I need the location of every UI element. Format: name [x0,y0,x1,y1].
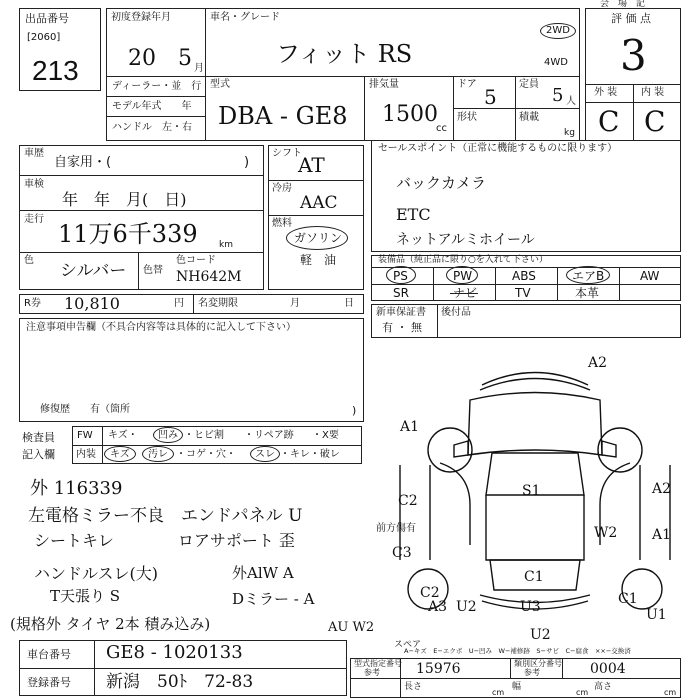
repair-label: 修復歴 有（箇所 [40,404,130,415]
opt-abs: ABS [512,269,536,283]
load-label: 積載 [519,112,539,123]
opt-pw: PW [453,269,473,283]
inspection: 年 年 月( 日) [62,190,187,209]
model-label: 型式 [210,79,230,90]
sales-point-3: ネットアルミホイール [396,232,535,248]
sales-label: セールスポイント（正常に機能するものに限ります） [378,143,618,154]
spare-label: スペア [394,640,422,650]
sales-point-2: ETC [396,205,431,224]
reg-number-label: 登録番号 [27,676,71,689]
note-line-9: AU W2 [328,620,375,635]
shift: AT [298,153,325,177]
shift-label: シフト [272,148,302,159]
mark-u2-bottom: U2 [530,627,551,643]
capacity-unit: 人 [566,96,576,107]
mark-a2-right: A2 [652,481,672,497]
warranty-label: 新車保証書 [376,307,426,318]
mark-u1: U1 [646,607,667,623]
mark-a1-right: A1 [652,527,672,543]
mark-u2-rear: U2 [456,599,477,615]
opt-sr: SR [393,286,409,300]
opt-pw-circle [446,266,478,284]
cat-value: 0004 [590,661,626,677]
mark-s1: S1 [522,483,541,499]
chassis-number: GE8 - 1020133 [106,642,243,663]
note-line-5: 外AlW A [232,564,294,582]
usage: 自家用・( [54,155,112,170]
fuel-diesel: 軽 油 [300,253,337,267]
cat-sub: 参考 [524,668,540,677]
first-reg-label: 初度登録年月 [111,12,171,23]
mark-u3: U3 [520,599,541,615]
opt-ps: PS [393,269,408,283]
caution-label: 注意事項申告欄（不具合内容等は具体的に記入して下さい） [26,322,296,333]
height-unit: cm [664,688,677,697]
handle-label: ハンドル 左・右 [112,122,192,133]
displacement-unit: cc [436,123,447,134]
int-row-3: ・コゲ・穴・ [176,449,236,460]
opt-navi-strike [450,293,478,294]
note-line-2: 左電格ミラー不良 エンドパネル U [28,506,303,526]
length-label: 長さ [404,682,423,692]
color: シルバー [60,261,127,281]
recycle-unit: 円 [174,298,184,309]
displacement: 1500 [382,102,438,127]
int-row-4: スレ [255,449,275,460]
interior-label: 内 装 [641,87,665,98]
length-unit: cm [492,688,505,697]
transfer-label: 名変期限 [198,298,238,309]
car-name: フィット RS [276,40,413,68]
int-row-5: ・キレ・破レ [280,449,340,460]
mark-c3: C3 [392,545,412,561]
type-label: 型式指定番号 [354,659,402,668]
load-unit: kg [564,128,575,138]
car-diagram [370,345,700,650]
dent-circle [153,427,183,443]
side-note: 前方傷有 [376,523,416,534]
int-row-0: 内装 [76,449,96,460]
drive-2wd: 2WD [546,25,570,36]
shape-label: 形状 [457,112,477,123]
color-code: NH642M [176,269,242,285]
transfer-day: 日 [344,298,354,309]
note-line-8: (規格外 タイヤ 2本 積み込み) [10,615,211,633]
color-change-label: 色替 [143,265,163,276]
type-sub: 参考 [364,668,380,677]
car-model: DBA - GE8 [218,102,348,130]
note-line-7: Dミラー - A [232,590,315,608]
car-name-label: 車名・グレード [210,12,280,23]
width-unit: cm [576,688,589,697]
fuel-gasoline: ガソリン [294,231,343,245]
entry-label: 記入欄 [22,448,55,461]
opt-airbag: エアB [572,269,605,283]
capacity-label: 定員 [519,79,539,90]
dealer-label: ディーラー・並 行 [112,81,202,92]
height-label: 高さ [594,682,613,692]
reg-year: 20 [128,46,156,71]
note-line-1: 外 116339 [30,478,123,499]
lot-sub: [2060] [27,32,61,43]
exterior-grade: C [598,105,620,138]
capacity: 5 [552,85,564,106]
fw-row-0: FW [77,430,93,441]
recycle-label: R券 [24,298,41,309]
mark-a3: A3 [428,599,448,615]
mark-a2-top: A2 [588,355,608,371]
sales-point-1: バックカメラ [396,174,487,192]
fw-row-4: ・リペア跡 [244,430,294,441]
warranty-value: 有 ・ 無 [382,321,422,334]
reg-month-unit: 月 [194,63,204,74]
doors: 5 [484,85,497,109]
after-label: 後付品 [441,307,471,318]
options-label: 装備品（純正品に限り○を入れて下さい） [378,255,548,265]
int-scratch-circle [104,446,136,462]
opt-tv: TV [515,286,531,300]
inspection-label: 車検 [24,179,44,190]
mark-c1-rear: C1 [524,569,544,585]
type-value: 15976 [416,661,461,677]
displacement-label: 排気量 [369,79,399,90]
int-wear-circle [250,446,280,462]
fw-row-1: キズ・ [108,430,138,441]
width-label: 幅 [512,682,522,692]
mark-c2-rear: C2 [420,585,440,601]
damage-legend: A−キズ E−エクボ U−凹み W−補修跡 S−サビ C−腐食 ××−交換済 [404,647,631,655]
opt-aw: AW [640,269,660,283]
opt-navi: ナビ [453,286,478,300]
mark-c1-right: C1 [618,591,638,607]
drive-4wd: 4WD [544,57,568,68]
interior-grade: C [644,105,666,138]
note-line-3: シートキレ ロアサポート 歪 [34,531,295,550]
opt-airbag-circle [566,266,610,284]
color-label: 色 [24,255,34,266]
recycle-amount: 10,810 [64,294,120,313]
int-row-2: 汚レ [148,449,168,460]
door-label: ドア [457,79,477,90]
mark-w2: W2 [594,525,618,541]
inspector-label: 検査員 [22,431,55,444]
ac-label: 冷房 [272,183,292,194]
opt-ps-circle [386,266,416,284]
fw-row-3: ・ヒビ割 [184,430,224,441]
fw-row-5: ・X要 [312,430,339,441]
mileage-unit: km [219,240,233,250]
fuel-gasoline-circle [286,226,348,250]
note-line-4: ハンドルスレ(大) [34,564,159,583]
rating-label: 評 価 点 [611,12,651,25]
lot-number: 213 [32,55,79,86]
model-year-label: モデル年式 年 [112,101,192,112]
top-right-caption: 会 場 記 [600,0,646,9]
mileage: 11万6千339 [58,220,198,248]
reg-number: 新潟 50ﾄ 72-83 [106,672,254,692]
color-code-title: 色コード [176,255,216,266]
rating-score: 3 [620,31,647,80]
fuel-label: 燃料 [272,218,292,229]
int-dirt-circle [142,446,174,462]
exterior-label: 外 装 [594,87,618,98]
reg-month: 5 [178,46,192,71]
mileage-label: 走行 [24,214,44,225]
usage-label: 車歴 [24,148,44,159]
ac: AAC [300,193,338,213]
cat-label: 類別区分番号 [514,659,562,668]
chassis-label: 車台番号 [27,648,71,661]
mark-c2-left: C2 [398,493,418,509]
int-row-1: キズ [110,449,130,460]
transfer-month: 月 [290,298,300,309]
note-line-6: T天張り S [50,587,121,605]
opt-leather: 本革 [575,286,600,300]
mark-a1-left: A1 [400,419,420,435]
lot-label: 出品番号 [25,12,69,25]
fw-row-2: 凹み [158,430,178,441]
